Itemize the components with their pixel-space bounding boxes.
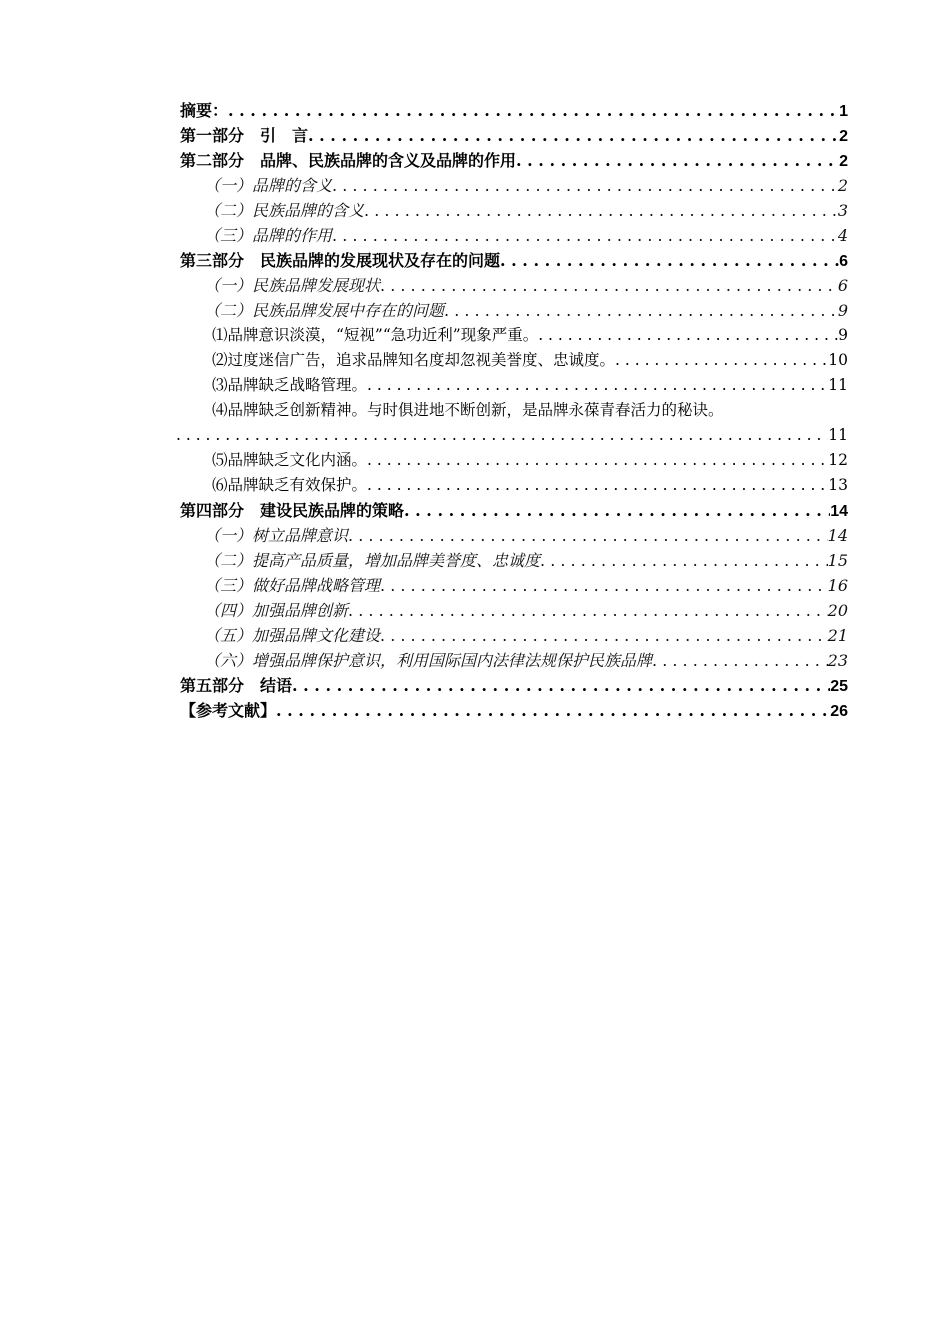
toc-entry-part3[interactable] — [180, 248, 848, 273]
toc-entry-part1[interactable] — [180, 123, 848, 148]
toc-entry-title: 摘要： — [180, 101, 229, 120]
dot-leader — [615, 348, 828, 373]
toc-entry-title: 第一部分 引 言 — [180, 126, 309, 145]
dot-leader — [332, 223, 838, 248]
toc-entry-page: 9 — [838, 326, 848, 344]
toc-entry-3-2-5[interactable] — [180, 448, 848, 473]
dot-leader — [380, 573, 828, 598]
toc-entry-page: 6 — [837, 276, 848, 295]
toc-entry-part5[interactable] — [180, 673, 848, 698]
toc-entry-4-2[interactable] — [180, 548, 848, 573]
toc-entry-4-6[interactable] — [180, 648, 848, 673]
toc-entry-title: （三）做好品牌战略管理 — [204, 576, 381, 595]
toc-entry-page: 6 — [839, 253, 848, 270]
dot-leader — [367, 473, 828, 498]
toc-entry-4-3[interactable] — [180, 573, 848, 598]
toc-entry-part2[interactable] — [180, 148, 848, 173]
toc-entry-4-1[interactable] — [180, 523, 848, 548]
toc-entry-page: 3 — [837, 201, 848, 220]
toc-entry-page: 25 — [830, 678, 848, 695]
toc-entry-2-3[interactable] — [180, 223, 848, 248]
toc-entry-page: 9 — [837, 301, 848, 320]
toc-entry-title: （三）品牌的作用 — [204, 226, 333, 245]
dot-leader — [292, 673, 830, 698]
toc-entry-3-2-1[interactable] — [180, 323, 848, 348]
dot-leader — [276, 698, 830, 723]
dot-leader — [540, 548, 828, 573]
dot-leader — [308, 123, 839, 148]
toc-entry-title: （二）民族品牌发展中存在的问题 — [204, 301, 445, 320]
dot-leader — [538, 323, 838, 348]
toc-entry-title: （六）增强品牌保护意识，利用国际国内法律法规保护民族品牌 — [204, 651, 653, 670]
toc-entry-page: 14 — [827, 526, 848, 545]
toc-entry-title: （一）品牌的含义 — [204, 176, 333, 195]
toc-entry-title: （二）提高产品质量，增加品牌美誉度、忠诚度 — [204, 551, 541, 570]
dot-leader — [228, 98, 839, 123]
toc-entry-title: 第三部分 民族品牌的发展现状及存在的问题 — [180, 251, 501, 270]
dot-leader — [652, 648, 828, 673]
toc-entry-page: 2 — [837, 176, 848, 195]
toc-entry-title: 第二部分 品牌、民族品牌的含义及品牌的作用 — [180, 151, 517, 170]
toc-entry-page: 26 — [830, 703, 848, 720]
dot-leader — [332, 173, 838, 198]
toc-entry-3-2[interactable] — [180, 298, 848, 323]
toc-entry-page: 15 — [827, 551, 848, 570]
toc-entry-title: 【参考文献】 — [180, 701, 277, 720]
dot-leader — [364, 198, 838, 223]
dot-leader — [444, 298, 838, 323]
toc-entry-title: （五）加强品牌文化建设 — [204, 626, 381, 645]
dot-leader — [404, 498, 830, 523]
toc-entry-3-2-4-continuation[interactable] — [176, 423, 848, 448]
toc-entry-part4[interactable] — [180, 498, 848, 523]
dot-leader — [380, 273, 838, 298]
dot-leader — [367, 448, 828, 473]
toc-entry-page: 11 — [828, 376, 848, 394]
toc-entry-page: 23 — [827, 651, 848, 670]
toc-entry-title: ⑶品牌缺乏战略管理。 — [212, 376, 368, 394]
toc-entry-4-5[interactable] — [180, 623, 848, 648]
toc-entry-title: （四）加强品牌创新 — [204, 601, 349, 620]
toc-entry-page: 21 — [827, 626, 848, 645]
dot-leader — [500, 248, 839, 273]
toc-entry-page: 12 — [828, 451, 848, 469]
dot-leader — [380, 623, 828, 648]
toc-entry-3-2-4[interactable] — [180, 398, 848, 423]
toc-entry-page: 13 — [828, 476, 848, 494]
toc-entry-3-2-6[interactable] — [180, 473, 848, 498]
dot-leader — [516, 148, 839, 173]
toc-entry-4-4[interactable] — [180, 598, 848, 623]
toc-entry-references[interactable] — [180, 698, 848, 723]
toc-entry-title: （一）树立品牌意识 — [204, 526, 349, 545]
toc-entry-page: 1 — [839, 103, 848, 120]
toc-entry-page: 11 — [828, 426, 848, 444]
toc-entry-page: 2 — [839, 128, 848, 145]
toc-entry-title: ⑵过度迷信广告，追求品牌知名度却忽视美誉度、忠诚度。 — [212, 351, 616, 369]
table-of-contents — [180, 98, 848, 723]
toc-entry-page: 10 — [828, 351, 848, 369]
dot-leader — [348, 523, 828, 548]
toc-entry-page: 2 — [839, 153, 848, 170]
toc-entry-page: 4 — [837, 226, 848, 245]
dot-leader — [176, 423, 828, 448]
toc-entry-title: 第五部分 结语 — [180, 676, 293, 695]
toc-entry-page: 20 — [827, 601, 848, 620]
toc-entry-3-2-2[interactable] — [180, 348, 848, 373]
toc-entry-title: ⑹品牌缺乏有效保护。 — [212, 476, 368, 494]
dot-leader — [367, 373, 828, 398]
toc-entry-3-1[interactable] — [180, 273, 848, 298]
toc-entry-page: 14 — [830, 503, 848, 520]
toc-entry-page: 16 — [827, 576, 848, 595]
toc-entry-2-1[interactable] — [180, 173, 848, 198]
toc-entry-title: ⑷品牌缺乏创新精神。与时俱进地不断创新，是品牌永葆青春活力的秘诀。 — [212, 401, 724, 419]
toc-entry-title: ⑸品牌缺乏文化内涵。 — [212, 451, 368, 469]
toc-entry-2-2[interactable] — [180, 198, 848, 223]
toc-entry-title: ⑴品牌意识淡漠，“短视”“急功近利”现象严重。 — [212, 326, 539, 344]
toc-entry-title: （二）民族品牌的含义 — [204, 201, 365, 220]
toc-entry-abstract[interactable] — [180, 98, 848, 123]
toc-entry-title: 第四部分 建设民族品牌的策略 — [180, 501, 405, 520]
dot-leader — [348, 598, 828, 623]
toc-entry-3-2-3[interactable] — [180, 373, 848, 398]
toc-entry-title: （一）民族品牌发展现状 — [204, 276, 381, 295]
